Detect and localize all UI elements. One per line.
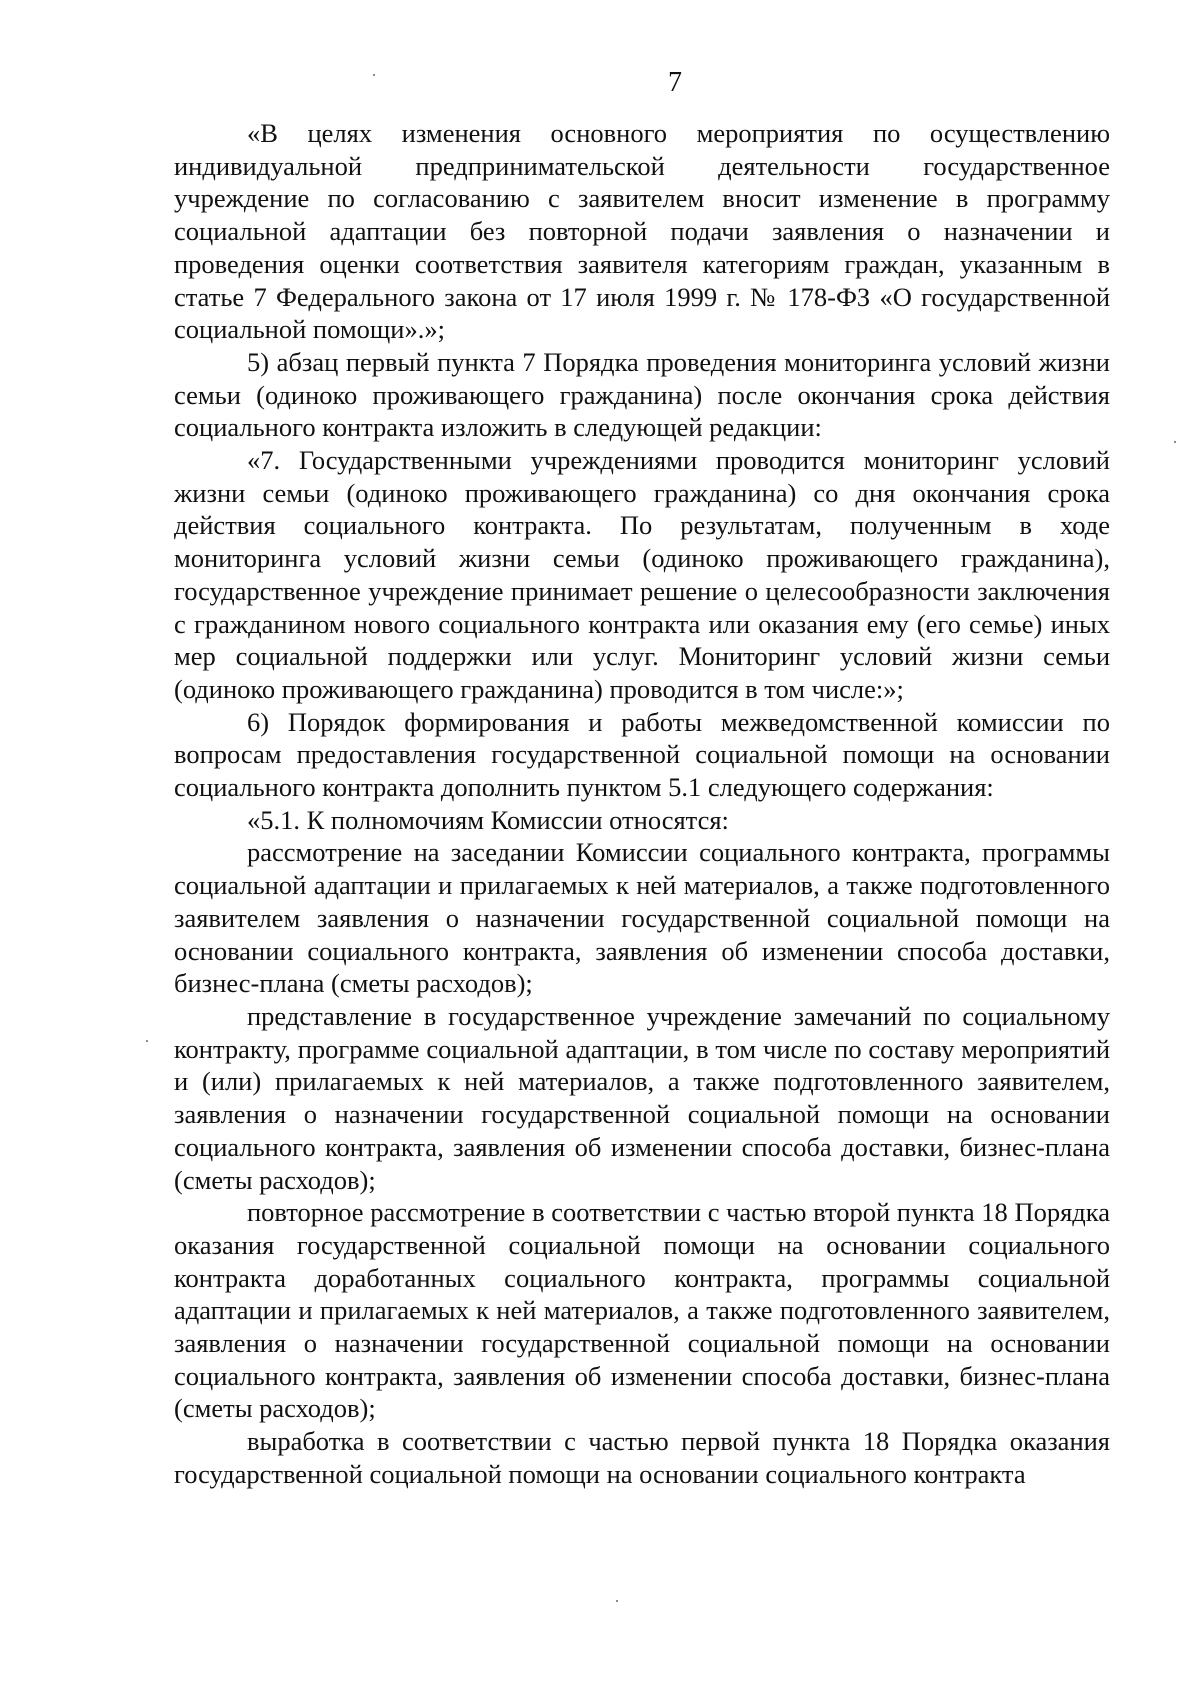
scan-speck [373,74,375,76]
paragraph-power-development: выработка в соответствии с частью первой пункта 18 Порядка оказания государственной социальной помощи на основании социального контракта [174,1426,1110,1489]
paragraph-power-review: рассмотрение на заседании Комиссии социального контракта, программы социальной адаптации и прилагаемых к ней материалов, а также подготовленного заявителем заявления о назначении государственной социальной помощи на основании социального контракта, заявления об изменении способа доставки, бизнес-плана (сметы расходов); [174,837,1110,999]
document-body [174,117,1110,1491]
paragraph-power-re-review: повторное рассмотрение в соответствии с частью второй пункта 18 Порядка оказания государственной социальной помощи на основании социального контракта доработанных социального контракта, программы социальной адаптации и прилагаемых к ней материалов, а также подготовленного заявителем, заявления о назначении государственной социальной помощи на основании социального контракта, заявления об изменении способа доставки, бизнес-плана (сметы расходов); [174,1197,1110,1424]
scan-speck [146,1040,148,1042]
scan-speck [616,1600,618,1602]
paragraph-monitoring-quote: «7. Государственными учреждениями проводится мониторинг условий жизни семьи (одиноко проживающего гражданина) со дня окончания срока действия социального контракта. По результатам, полученным в ходе мониторинга условий жизни семьи (одиноко проживающего гражданина), государственное учреждение принимает решение о целесообразности заключения с гражданином нового социального контракта или оказания ему (его семье) иных мер социальной поддержки или услуг. Мониторинг условий жизни семьи (одиноко проживающего гражданина) проводится в том числе:»; [174,445,1110,704]
scan-speck [1174,441,1176,443]
paragraph-power-remarks: представление в государственное учреждение замечаний по социальному контракту, программе социальной адаптации, в том числе по составу мероприятий и (или) прилагаемых к ней материалов, а также подготовленного заявителем, заявления о назначении государственной социальной помощи на основании социального контракта, заявления об изменении способа доставки, бизнес-плана (сметы расходов); [174,1000,1110,1195]
paragraph-item-5: 5) абзац первый пункта 7 Порядка проведения мониторинга условий жизни семьи (одиноко проживающего гражданина) после окончания срока действия социального контракта изложить в следующей редакции: [174,346,1110,443]
page-number: 7 [668,67,682,98]
paragraph-item-6: 6) Порядок формирования и работы межведомственной комиссии по вопросам предоставления государственной социальной помощи на основании социального контракта дополнить пунктом 5.1 следующего содержания: [174,706,1110,803]
paragraph-clause-5-1-heading: «5.1. К полномочиям Комиссии относятся: [247,804,729,835]
paragraph-amendment-quote: «В целях изменения основного мероприятия по осуществлению индивидуальной предпринимательской деятельности государственное учреждение по согласованию с заявителем вносит изменение в программу социальной адаптации без повторной подачи заявления о назначении и проведения оценки соответствия заявителя категориям граждан, указанным в статье 7 Федерального закона от 17 июля 1999 г. № 178-ФЗ «О государственной социальной помощи».»; [174,118,1110,345]
